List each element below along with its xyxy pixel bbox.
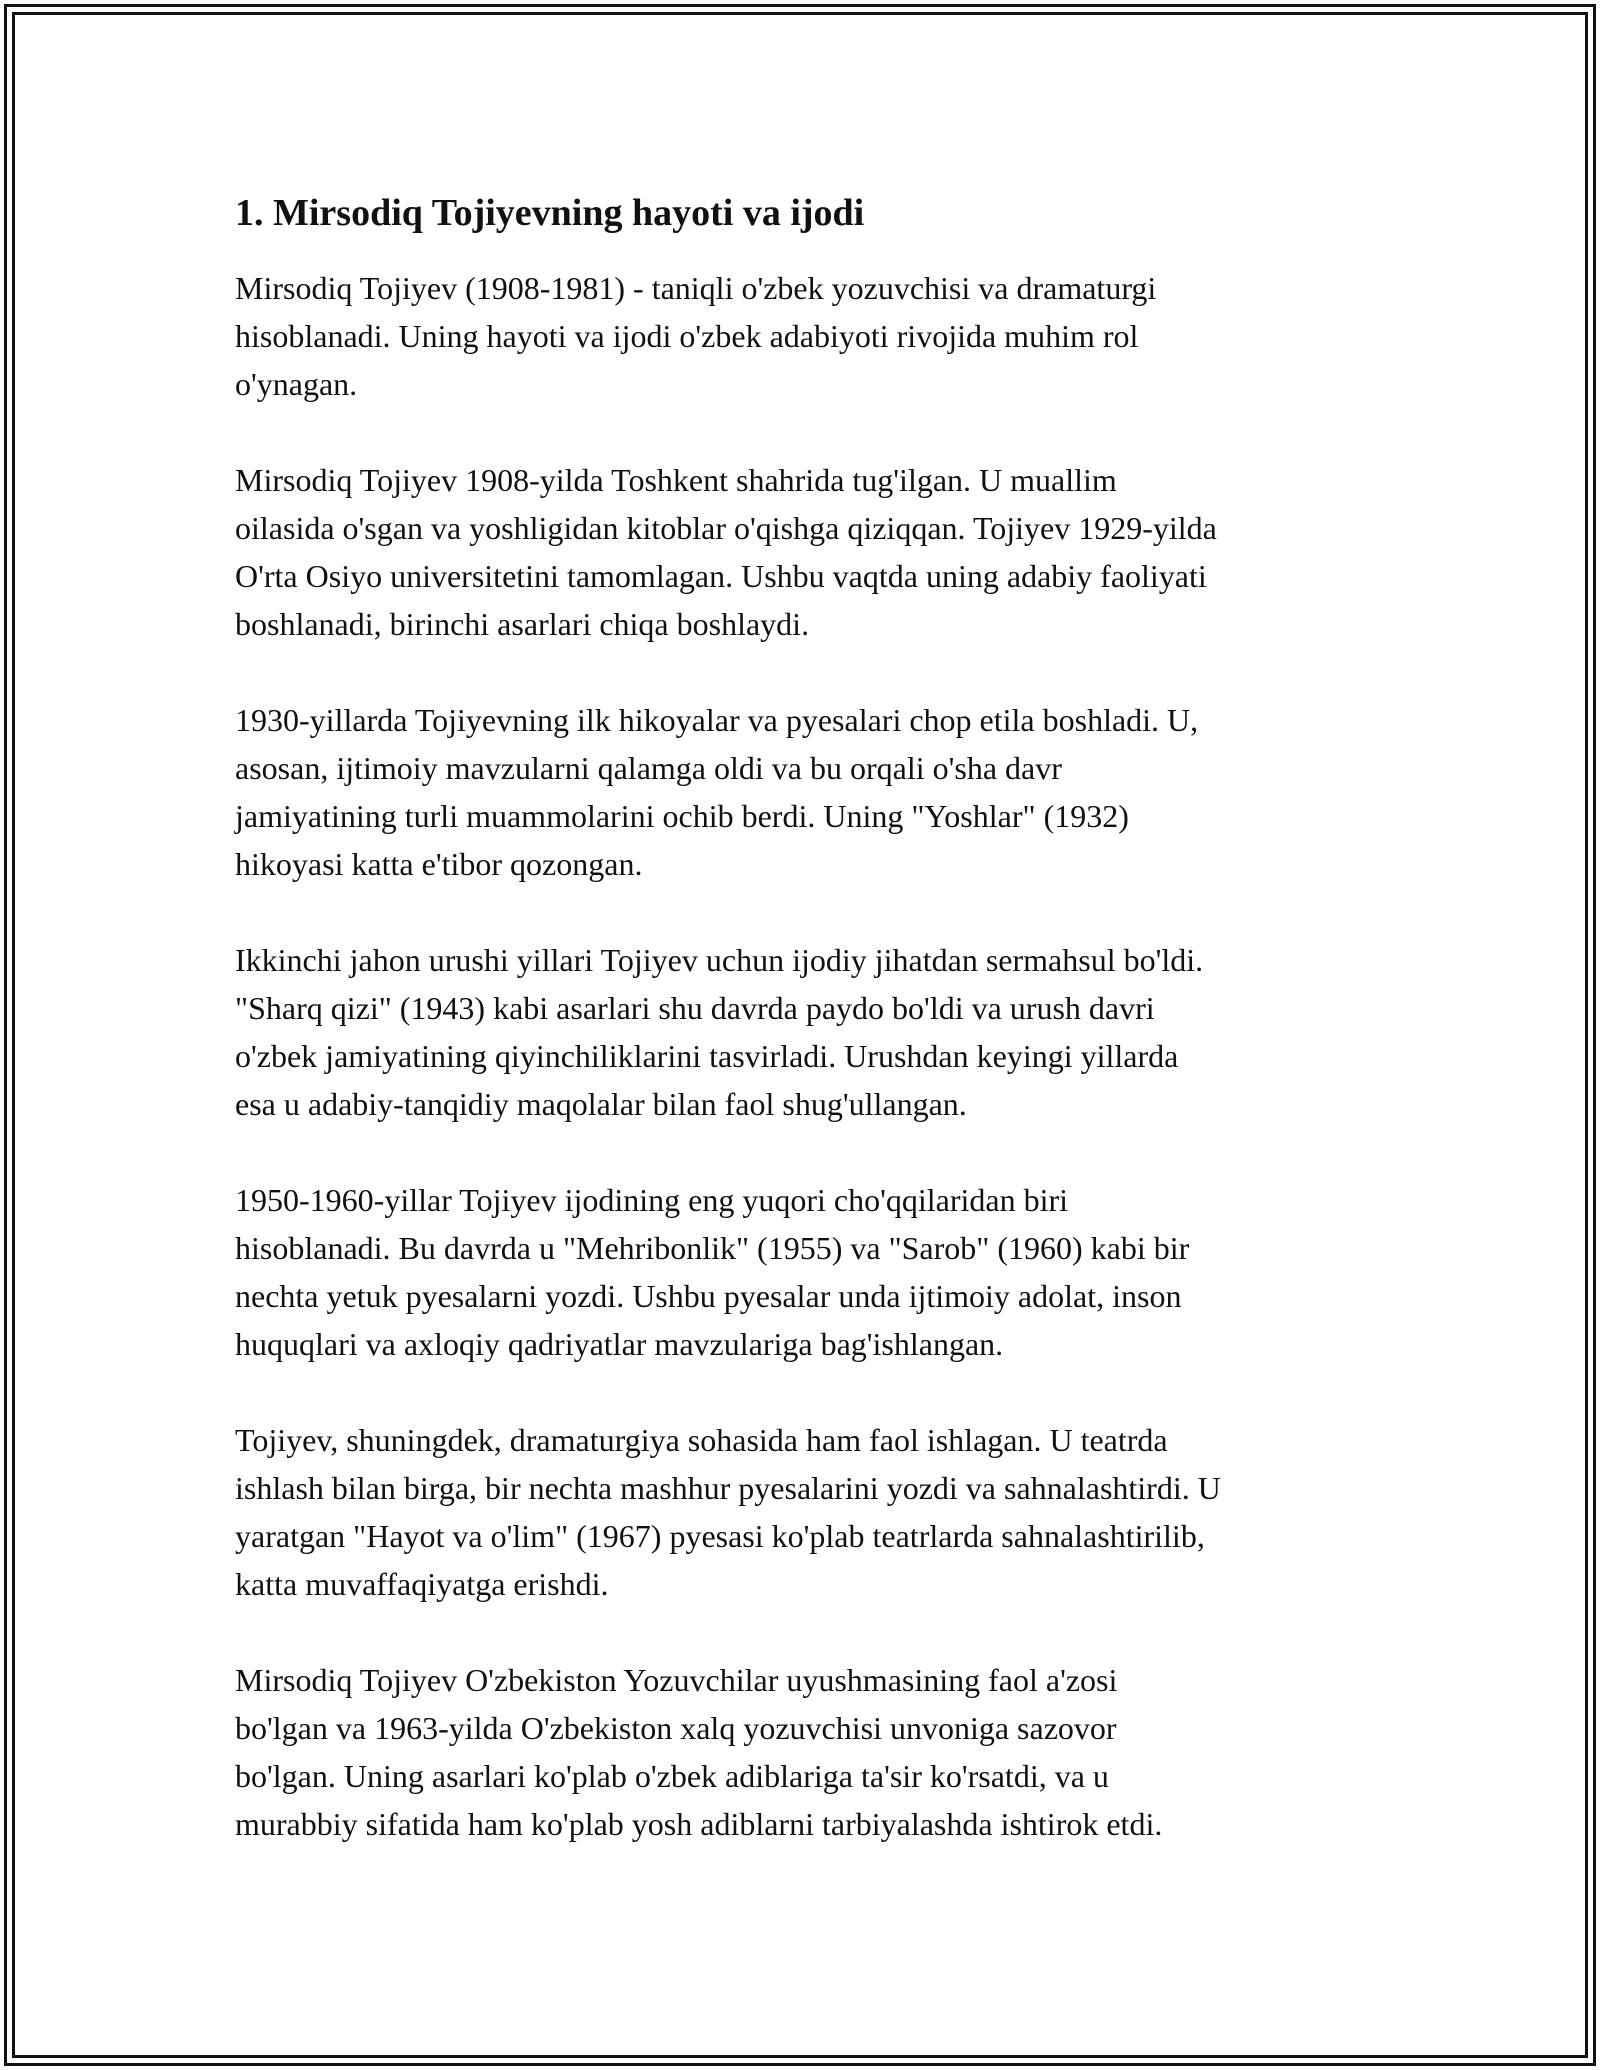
text-line: huquqlari va axloqiy qadriyatlar mavzulariga bag'ishlangan.: [235, 1326, 1004, 1362]
text-line: 1950-1960-yillar Tojiyev ijodining eng yuqori cho'qqilaridan biri: [235, 1182, 1069, 1218]
paragraph-1950-1960: [235, 1176, 1395, 1368]
paragraph-dramaturgy: [235, 1416, 1395, 1608]
text-line: Tojiyev, shuningdek, dramaturgiya sohasida ham faol ishlagan. U teatrda: [235, 1422, 1168, 1458]
text-line: asosan, ijtimoiy mavzularni qalamga oldi va bu orqali o'sha davr: [235, 750, 1062, 786]
document-body: [235, 188, 1395, 1896]
paragraph-intro: [235, 264, 1395, 408]
paragraph-legacy: [235, 1656, 1395, 1848]
paragraph-early-life: [235, 456, 1395, 648]
text-line: oilasida o'sgan va yoshligidan kitoblar o'qishga qiziqqan. Tojiyev 1929-yilda: [235, 510, 1217, 546]
text-line: katta muvaffaqiyatga erishdi.: [235, 1566, 609, 1602]
text-line: esa u adabiy-tanqidiy maqolalar bilan faol shug'ullangan.: [235, 1086, 967, 1122]
text-line: O'rta Osiyo universitetini tamomlagan. Ushbu vaqtda uning adabiy faoliyati: [235, 558, 1207, 594]
text-line: o'ynagan.: [235, 366, 358, 402]
text-line: nechta yetuk pyesalarni yozdi. Ushbu pyesalar unda ijtimoiy adolat, inson: [235, 1278, 1182, 1314]
text-line: murabbiy sifatida ham ko'plab yosh adiblarni tarbiyalashda ishtirok etdi.: [235, 1806, 1163, 1842]
text-line: yaratgan "Hayot va o'lim" (1967) pyesasi ko'plab teatrlarda sahnalashtirilib,: [235, 1518, 1205, 1554]
text-line: hisoblanadi. Bu davrda u "Mehribonlik" (1955) va "Sarob" (1960) kabi bir: [235, 1230, 1190, 1266]
paragraph-war-years: [235, 936, 1395, 1128]
text-line: hisoblanadi. Uning hayoti va ijodi o'zbek adabiyoti rivojida muhim rol: [235, 318, 1139, 354]
text-line: bo'lgan. Uning asarlari ko'plab o'zbek adiblariga ta'sir ko'rsatdi, va u: [235, 1758, 1109, 1794]
text-line: Mirsodiq Tojiyev O'zbekiston Yozuvchilar uyushmasining faol a'zosi: [235, 1662, 1118, 1698]
text-line: Mirsodiq Tojiyev (1908-1981) - taniqli o'zbek yozuvchisi va dramaturgi: [235, 270, 1157, 306]
text-line: o'zbek jamiyatining qiyinchiliklarini tasvirladi. Urushdan keyingi yillarda: [235, 1038, 1179, 1074]
text-line: jamiyatining turli muammolarini ochib berdi. Uning "Yoshlar" (1932): [235, 798, 1129, 834]
text-line: hikoyasi katta e'tibor qozongan.: [235, 846, 643, 882]
text-line: ishlash bilan birga, bir nechta mashhur pyesalarini yozdi va sahnalashtirdi. U: [235, 1470, 1221, 1506]
text-line: "Sharq qizi" (1943) kabi asarlari shu davrda paydo bo'ldi va urush davri: [235, 990, 1155, 1026]
section-heading: 1. Mirsodiq Tojiyevning hayoti va ijodi: [235, 192, 865, 234]
text-line: Ikkinchi jahon urushi yillari Tojiyev uchun ijodiy jihatdan sermahsul bo'ldi.: [235, 942, 1204, 978]
text-line: 1930-yillarda Tojiyevning ilk hikoyalar va pyesalari chop etila boshladi. U,: [235, 702, 1199, 738]
text-line: Mirsodiq Tojiyev 1908-yilda Toshkent shahrida tug'ilgan. U muallim: [235, 462, 1117, 498]
text-line: boshlanadi, birinchi asarlari chiqa boshlaydi.: [235, 606, 810, 642]
text-line: bo'lgan va 1963-yilda O'zbekiston xalq yozuvchisi unvoniga sazovor: [235, 1710, 1117, 1746]
paragraph-1930s: [235, 696, 1395, 888]
